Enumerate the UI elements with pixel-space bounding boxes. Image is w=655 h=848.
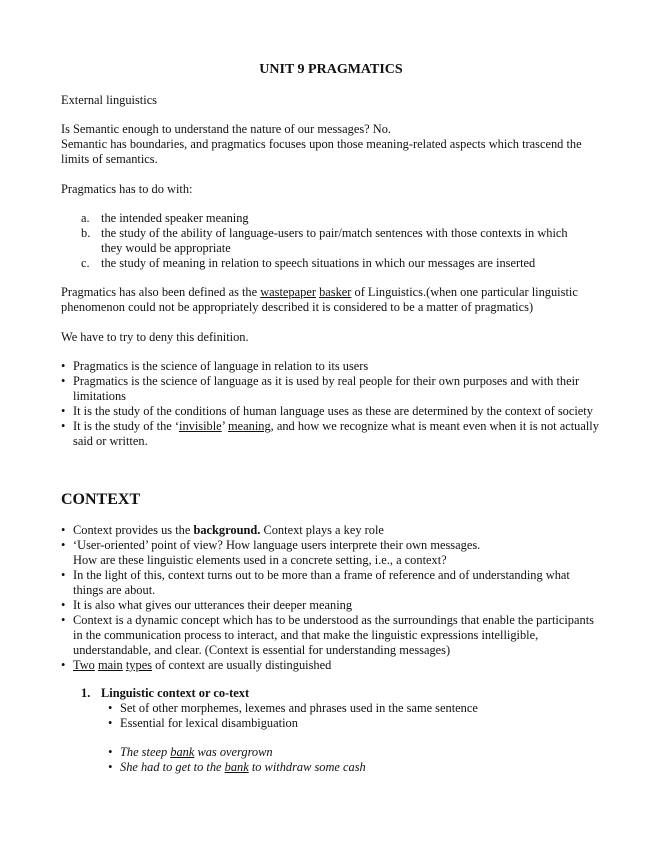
example-list xyxy=(108,745,588,775)
semantic-boundaries: Semantic has boundaries, and pragmatics focuses upon those meaning-related aspects which trascend the limits of semantics. xyxy=(61,137,582,166)
underlined-word: bank xyxy=(224,760,249,774)
list-item: • Context is a dynamic concept which has to be understood as the surroundings that enable the participants in the communication process to interact, and that make the linguistic expressions intelligible, understandable, and clear. (Context is essential for understanding messages) xyxy=(61,613,594,657)
underlined-word: meaning xyxy=(228,419,271,433)
list-item: • ‘User-oriented’ point of view? How language users interprete their own messages. How are these linguistic elements used in a concrete setting, i.e., a context? xyxy=(61,538,481,567)
deny-definition: We have to try to deny this definition. xyxy=(61,330,249,344)
underlined-word: wastepaper xyxy=(260,285,316,299)
list-item: • Pragmatics is the science of language in relation to its users xyxy=(61,359,369,373)
list-item: • Pragmatics is the science of language as it is used by real people for their own purposes and with their limitations xyxy=(61,374,580,403)
pragmatics-has-to-do: Pragmatics has to do with: xyxy=(61,182,193,196)
list-item: • Two main types of context are usually distinguished xyxy=(61,658,332,672)
list-item: • It is the study of the ‘invisible’ meaning, and how we recognize what is meant even when it is not actually said or written. xyxy=(61,419,599,448)
example-sentence: • The steep bank was overgrown xyxy=(108,745,273,759)
underlined-word: main xyxy=(97,658,123,672)
section-heading-linguistic-context: 1. Linguistic context or co-text xyxy=(81,686,250,700)
list-item: • Set of other morphemes, lexemes and phrases used in the same sentence xyxy=(108,701,478,715)
list-item: a. the intended speaker meaning xyxy=(81,211,249,225)
list-item: • In the light of this, context turns out to be more than a frame of reference and of understanding what things are about. xyxy=(61,568,570,597)
definition-paragraph: Pragmatics has also been defined as the wastepaper basker of Linguistics.(when one particular linguistic phenomenon could not be appropriately described it is considered to be a matter of pragmatics) xyxy=(61,285,578,314)
list-item: c. the study of meaning in relation to speech situations in which our messages are inserted xyxy=(81,256,536,270)
semantic-question: Is Semantic enough to understand the nature of our messages? No. xyxy=(61,122,391,136)
list-item: • Context provides us the background. Context plays a key role xyxy=(61,523,384,537)
has-to-do-list xyxy=(81,211,591,271)
external-linguistics: External linguistics xyxy=(61,93,158,107)
underlined-word: basker xyxy=(319,285,352,299)
example-sentence: • She had to get to the bank to withdraw some cash xyxy=(108,760,366,774)
page-title: UNIT 9 PRAGMATICS xyxy=(259,62,403,77)
context-list xyxy=(61,523,601,673)
list-item: b. the study of the ability of language-users to pair/match sentences with those contexts in which they would be appropriate xyxy=(81,226,568,255)
linguistic-context-list xyxy=(108,701,588,731)
context-heading: CONTEXT xyxy=(61,491,141,508)
underlined-word: types xyxy=(125,658,153,672)
list-item: • Essential for lexical disambiguation xyxy=(108,716,298,730)
underlined-word: Two xyxy=(73,658,95,672)
list-item: • It is the study of the conditions of human language uses as these are determined by the context of society xyxy=(61,404,593,418)
list-item: • It is also what gives our utterances their deeper meaning xyxy=(61,598,353,612)
definitions-list xyxy=(61,359,601,449)
underlined-word: invisible xyxy=(179,419,222,433)
underlined-word: bank xyxy=(170,745,195,759)
